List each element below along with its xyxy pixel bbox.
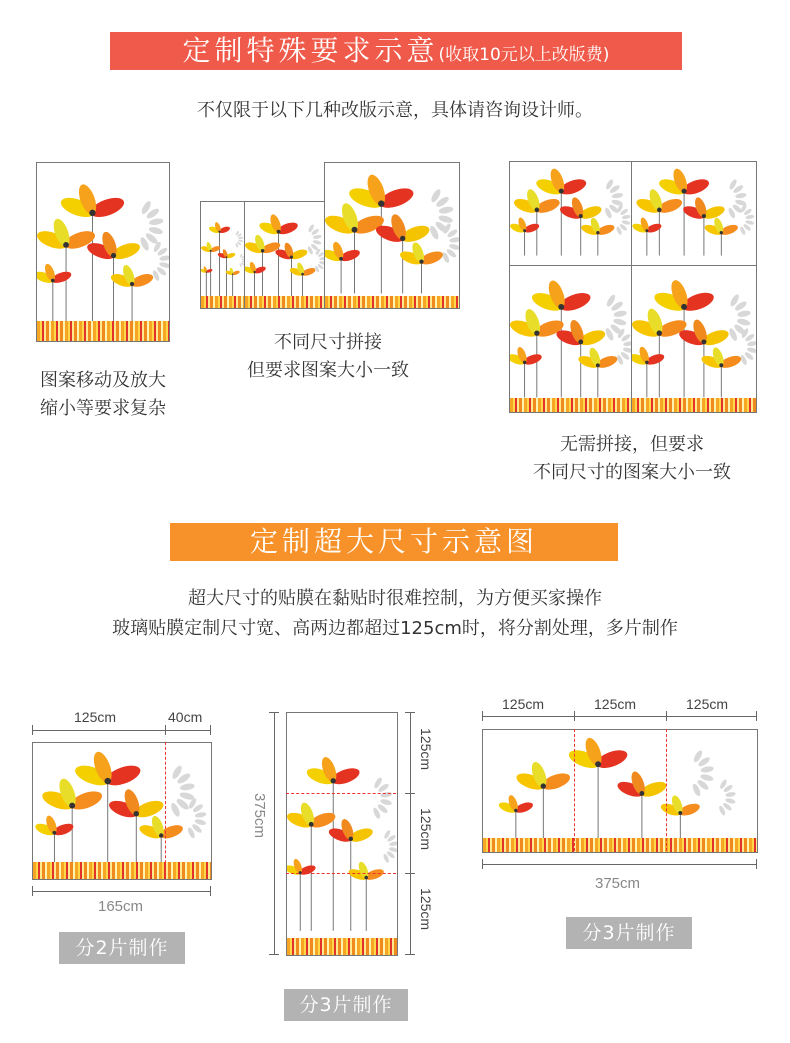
flower-artwork bbox=[33, 743, 211, 879]
dim-line-left bbox=[274, 712, 275, 954]
panel-c-2 bbox=[631, 161, 757, 267]
dim-line-top bbox=[482, 716, 756, 717]
ex2-seg3: 125cm bbox=[418, 888, 434, 931]
section1-title: 定制特殊要求示意 bbox=[182, 34, 439, 67]
ex1-tag: 分2片制作 bbox=[59, 932, 185, 964]
ex2-tag: 分3片制作 bbox=[284, 989, 408, 1021]
cut-line bbox=[286, 873, 396, 874]
flower-artwork bbox=[632, 162, 756, 266]
ex2-seg1: 125cm bbox=[418, 728, 434, 771]
ex1-dim-b: 40cm bbox=[168, 709, 203, 725]
cut-line bbox=[165, 742, 166, 878]
stripe-border bbox=[33, 862, 211, 879]
caption-b-line2: 但要求图案大小一致 bbox=[247, 360, 409, 381]
stripe-border bbox=[201, 296, 245, 308]
section1-title-note: (收取10元以上改版费) bbox=[438, 45, 610, 65]
flower-artwork bbox=[245, 202, 325, 308]
stripe-border bbox=[483, 838, 757, 852]
flower-artwork bbox=[632, 266, 756, 412]
section1-subtitle: 不仅限于以下几种改版示意，具体请咨询设计师。 bbox=[197, 100, 593, 121]
ex3-total: 375cm bbox=[595, 875, 641, 892]
panel-c-3 bbox=[509, 265, 633, 413]
stripe-border bbox=[632, 398, 756, 412]
flower-artwork bbox=[325, 163, 459, 308]
flower-artwork bbox=[201, 202, 245, 308]
stripe-border bbox=[325, 296, 459, 308]
caption-c-line2: 不同尺寸的图案大小一致 bbox=[533, 462, 731, 483]
dim-line-bottom bbox=[32, 891, 210, 892]
cut-line bbox=[286, 793, 396, 794]
stripe-border bbox=[245, 296, 325, 308]
panel-b-right bbox=[324, 162, 460, 309]
cut-line bbox=[666, 729, 667, 851]
dim-line-bottom bbox=[482, 864, 756, 865]
cut-line bbox=[574, 729, 575, 851]
section1-banner bbox=[110, 32, 682, 70]
panel-c-4 bbox=[631, 265, 757, 413]
ex2-panel bbox=[286, 712, 398, 956]
ex3-tag: 分3片制作 bbox=[566, 917, 692, 949]
ex3-seg2: 125cm bbox=[594, 696, 637, 712]
dim-line-right bbox=[410, 712, 411, 954]
caption-b-line1: 不同尺寸拼接 bbox=[274, 332, 382, 353]
section2-desc-line1: 超大尺寸的贴膜在黏贴时很难控制，为方便买家操作 bbox=[188, 588, 602, 609]
section2-desc-line2: 玻璃贴膜定制尺寸宽、高两边都超过125cm时，将分割处理，多片制作 bbox=[112, 618, 678, 639]
ex3-panel bbox=[482, 729, 758, 853]
flower-artwork bbox=[287, 713, 397, 955]
ex1-total: 165cm bbox=[98, 898, 144, 915]
ex2-seg2: 125cm bbox=[418, 808, 434, 851]
panel-b-left bbox=[200, 201, 246, 309]
dim-line-top bbox=[32, 730, 210, 731]
section2-banner: 定制超大尺寸示意图 bbox=[170, 523, 618, 561]
ex3-seg1: 125cm bbox=[502, 696, 545, 712]
flower-artwork bbox=[510, 266, 632, 412]
caption-a-line2: 缩小等要求复杂 bbox=[40, 398, 166, 419]
panel-a bbox=[36, 162, 170, 342]
panel-b-mid bbox=[244, 201, 326, 309]
ex2-total: 375cm bbox=[251, 793, 268, 839]
stripe-border bbox=[510, 398, 632, 412]
stripe-border bbox=[37, 321, 169, 341]
flower-artwork bbox=[510, 162, 632, 266]
panel-c-1 bbox=[509, 161, 633, 267]
flower-artwork bbox=[483, 730, 757, 852]
flower-artwork bbox=[37, 163, 169, 341]
caption-a-line1: 图案移动及放大 bbox=[40, 370, 166, 391]
ex1-panel bbox=[32, 742, 212, 880]
ex3-seg3: 125cm bbox=[686, 696, 729, 712]
caption-c-line1: 无需拼接，但要求 bbox=[560, 434, 704, 455]
ex1-dim-a: 125cm bbox=[74, 709, 117, 725]
stripe-border bbox=[287, 938, 397, 955]
